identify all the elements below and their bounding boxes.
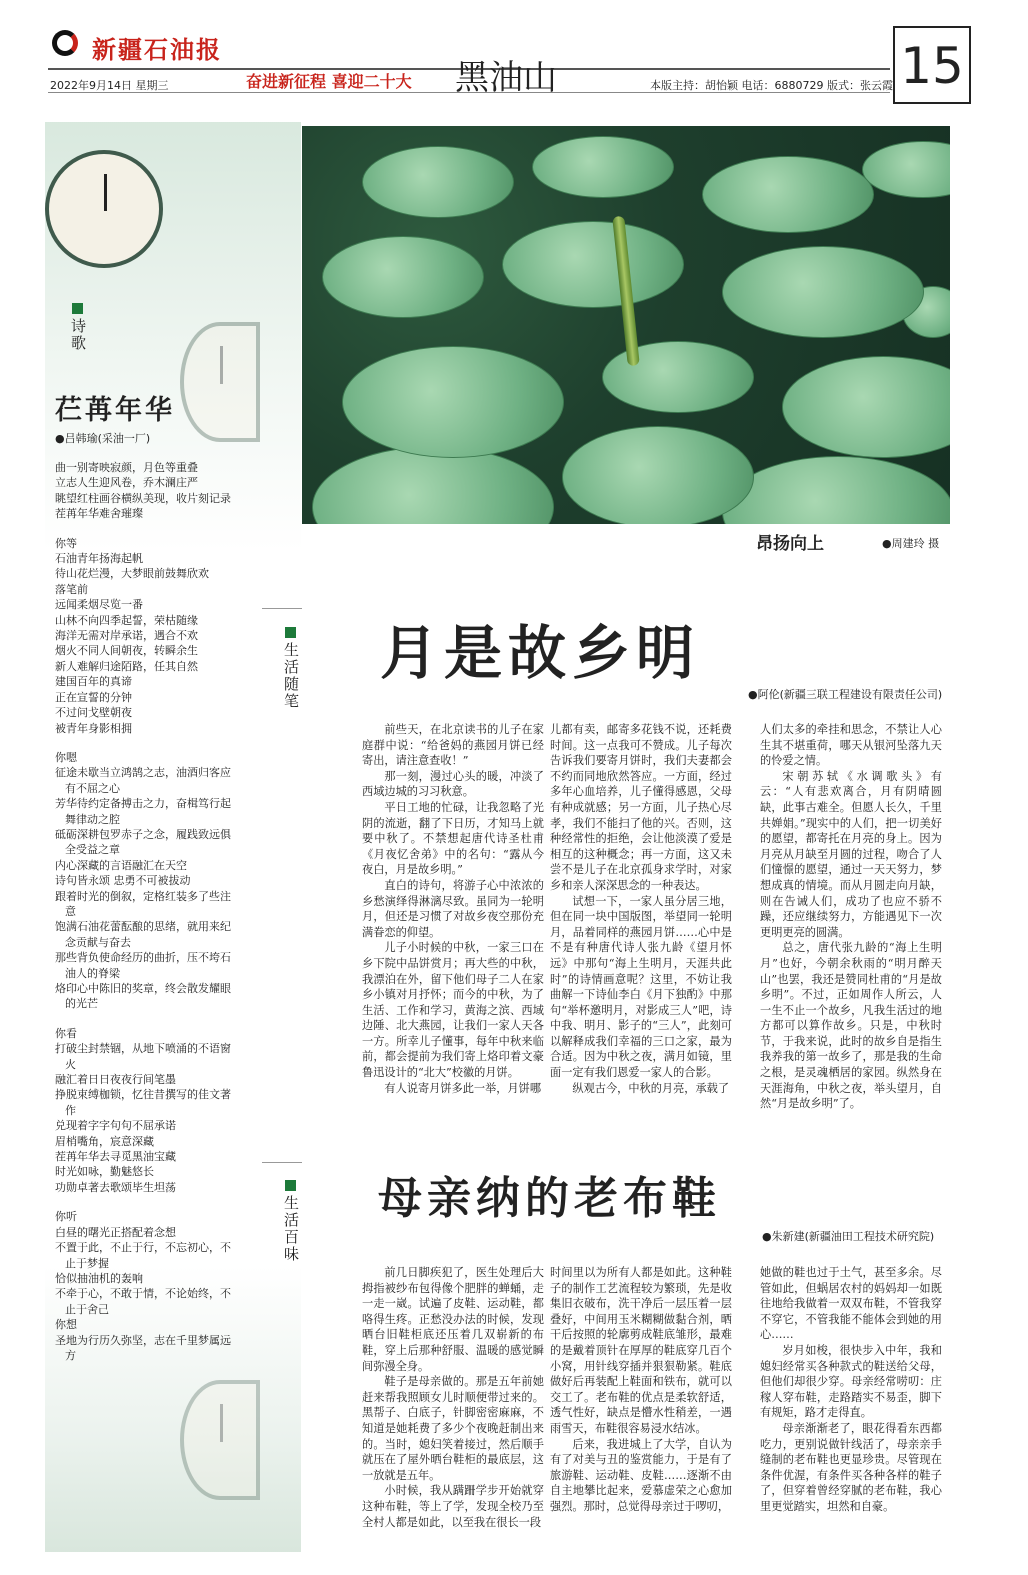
paragraph: 时间里以为所有人都是如此。这种鞋子的制作工艺流程较为繁琐，先是收集旧衣破布，洗干净后一层压着一层叠好，中间用玉米糊糊做黏合剂，晒干后按照的轮廓剪成鞋底雏形，最难的是戴着顶针在厚厚的鞋底穿几百个小窝，用针线穿插并狠狠勒紧。鞋底做好后再装配上鞋面和铁布，就可以交工了。老布鞋的优点是柔软舒适，透气性好，缺点是懵水性稍差，一遇雨雪天，布鞋很容易浸水结冰。 xyxy=(550,1266,732,1435)
poem-line: 眉梢嘴角，宸意深藏 xyxy=(55,1134,154,1148)
poem-line: 烙印心中陈旧的奖章，终会散发耀眼的光芒 xyxy=(55,982,231,1011)
poem-title: 芢苒年华 xyxy=(55,395,175,426)
clock-icon-faded xyxy=(180,322,260,442)
lily-pad xyxy=(562,426,754,524)
section-rule xyxy=(262,608,302,609)
paragraph: 母亲渐渐老了，眼花得看东西都吃力，更别说做针线活了，母亲亲手缝制的老布鞋也更显珍贵。尽管现在条件优渥，有条件买各种各样的鞋子了，但穿着曾经穿腻的老布鞋，我心里更觉踏实，坦然和自豪。 xyxy=(760,1421,942,1513)
paragraph: 试想一下，一家人虽分居三地，但在同一块中国版图，举望同一轮明月，品着同样的燕园月饼……心中是不是有种唐代诗人张九龄《望月怀远》中那句“海上生明月，天涯共此时”的诗情画意呢？这里，不妨让我曲解一下诗仙李白《月下独酌》中那句“举杯邀明月，对影成三人”吧，诗中我、明月、影子的“三人”，此刻可以解释成我们幸福的三口之家，最为合适。因为中秋之夜，满月如镜，里面一定有我们恩爱一家人的合影。 xyxy=(550,894,732,1080)
poem-line: 融汇着日日夜夜行间笔墨 xyxy=(55,1073,176,1087)
paragraph: 前几日脚疾犯了，医生处理后大拇指被纱布包得像个肥胖的蝉蛹，走一走一崴。试遍了皮鞋、运动鞋，都咯得生疼。正愁没办法的时候，发现晒台旧鞋柜底还压着几双崭新的布鞋，穿上后那种舒服、温暖的感觉瞬间弥漫全身。 xyxy=(362,1266,544,1373)
lily-pad xyxy=(312,446,554,524)
category-marker xyxy=(285,627,296,638)
article1-title: 月是故乡明 xyxy=(380,619,701,687)
article1-column-1 xyxy=(362,722,544,1096)
paragraph: 后来，我进城上了大学，自认为有了对美与丑的鉴赏能力，于是有了旅游鞋、运动鞋、皮鞋……逐渐不由自主地攀比起来，爱慕虚荣之心愈加强烈。那时，总觉得母亲过于啰叨， xyxy=(550,1437,732,1513)
slogan: 奋进新征程 喜迎二十大 xyxy=(246,72,412,91)
poem-line: 眺望红柱画谷横纵美现，收片刻记录 xyxy=(55,491,231,505)
poem-line: 诗句皆永颂 忠勇不可被拔动 xyxy=(55,874,191,888)
lily-pad xyxy=(362,146,514,218)
section-name: 黑油山 xyxy=(455,58,557,98)
article1-byline: ●阿伦(新疆三联工程建设有限责任公司) xyxy=(748,688,943,701)
paragraph: 总之，唐代张九龄的“海上生明月”也好，今朝余秋雨的“明月醉天山”也罢，我还是赞同杜甫的“月是故乡明”。不过，正如周作人所云，人一生不止一个故乡，凡我生活过的地方都可以算作故乡。只是，中秋时节，于我来说，此时的故乡自是指生我养我的第一故乡了，那是我的生命之根，是灵魂栖居的家园。纵然身在天涯海角，中秋之夜，举头望月，自然“月是故乡明”了。 xyxy=(760,941,942,1111)
article2-byline: ●朱新建(新疆油田工程技术研究院) xyxy=(762,1230,935,1243)
poem-line: 你等 xyxy=(55,536,77,550)
lily-pad xyxy=(782,356,950,458)
poem-line: 待山花烂漫，大梦眼前鼓舞欣欢 xyxy=(55,567,209,581)
lily-pad xyxy=(602,341,754,413)
poem-line: 你嗯 xyxy=(55,750,77,764)
poem-line: 打破尘封禁锢，从地下喷涌的不语窗火 xyxy=(55,1042,231,1071)
paragraph: 岁月如梭，很快步入中年，我和媳妇经常买各种款式的鞋送给父母，但他们却很少穿。母亲经常唠叨：庄稼人穿布鞋，走路踏实不易歪，脚下有规矩，路才走得直。 xyxy=(760,1343,942,1420)
poem-line: 茬苒年华难舍璀璨 xyxy=(55,507,143,521)
clock-icon xyxy=(45,150,163,268)
poem-line: 新人难解归途陌路，任其自然 xyxy=(55,659,198,673)
poem-line: 那些背负使命经历的曲折，压不垮石油人的脊梁 xyxy=(55,951,231,980)
poem-line: 石油青年扬海起帆 xyxy=(55,552,143,566)
poem-line: 曲一别寄映寂颜，月色等重叠 xyxy=(55,461,198,474)
editor-credits: 本版主持：胡怡颖 电话：6880729 版式：张云霞 xyxy=(650,79,893,92)
poem-line: 你想 xyxy=(55,1318,77,1332)
article2-column-2 xyxy=(550,1265,732,1515)
poem-line: 白昼的曙光正搭配着念想 xyxy=(55,1225,176,1239)
lily-pad xyxy=(702,156,874,233)
poem-line: 圣地为行历久弥坚，志在千里梦属远方 xyxy=(55,1333,231,1362)
lily-pad xyxy=(342,346,564,458)
paragraph: 儿子小时候的中秋，一家三口在乡下院中品饼赏月；再大些的中秋，我漂泊在外，留下他们母子二人在家乡小镇对月抒怀；而今的中秋，为了生活、工作和学习，黄海之滨、西域边陲、北大燕园，让我们一家人天各一方。所幸儿子懂事，每年中秋来临前，都会提前为我们寄上烙印着文豪鲁迅设计的“北大”校徽的月饼。 xyxy=(362,941,544,1080)
stanza-gap xyxy=(55,522,235,536)
category-marker xyxy=(72,303,83,314)
poem-line: 山林不向四季起誓，荣枯随缘 xyxy=(55,613,198,627)
poem-category: 诗歌 xyxy=(69,318,87,352)
paragraph: 有人说寄月饼多此一举，月饼哪 xyxy=(384,1081,542,1095)
paragraph: 她做的鞋也过于土气，甚至多余。尽管如此，但蜗居农村的妈妈却一如既往地给我做着一双双布鞋，不管我穿不穿它，不管我能不能体会到她的用心…… xyxy=(760,1266,942,1342)
category-marker xyxy=(285,1180,296,1191)
poem-line: 时光如咏，勤魅悠长 xyxy=(55,1165,154,1179)
poem-line: 海洋无需对岸承诺，遇合不欢 xyxy=(55,629,198,643)
page-number: 15 xyxy=(893,26,971,104)
paragraph: 纵观古今，中秋的月亮，承载了 xyxy=(572,1081,730,1095)
newspaper-logo-icon xyxy=(52,30,78,56)
article2-title: 母亲纳的老布鞋 xyxy=(378,1173,721,1224)
paragraph: 儿都有卖，邮寄多花钱不说，还耗费时间。这一点我可不赞成。儿子每次告诉我们要寄月饼时，我们夫妻都会不约而同地欣然答应。一方面，经过多年心血培养，儿子懂得感恩，父母有种成就感；另一方面，儿子热心尽孝，我们不能扫了他的兴。否则，这种经常性的拒绝，会让他淡漠了爱是相互的这种概念；再一方面，这又未尝不是儿子在北京孤身求学时，对家乡和亲人深深思念的一种表达。 xyxy=(550,723,732,892)
poem-line: 饱满石油花蕾酝酿的思绪，就用来纪念贡献与奋去 xyxy=(55,920,231,949)
poem-line: 立志人生迎风卷，乔木澜庄严 xyxy=(55,476,198,490)
lily-pad-photo xyxy=(302,126,950,524)
lily-pad xyxy=(322,236,484,318)
section-rule xyxy=(262,1162,302,1163)
clock-icon-bottom xyxy=(180,1380,260,1500)
paragraph: 宋朝苏轼《水调歌头》有云：“人有悲欢离合，月有阴晴圆缺，此事古难全。但愿人长久，千里共婵娟。”现实中的人们，把一切美好的愿望，都寄托在月亮的身上。因为月亮从月缺至月圆的过程，吻合了人们憧憬的愿望，通过一天天努力，梦想成真的情境。而从月圆走向月缺，则在告诫人们，成功了也应不骄不躁，还应继续努力，方能遇见下一次更明更亮的圆满。 xyxy=(760,769,942,939)
poem-line: 落笔前 xyxy=(55,582,88,596)
poem-line: 芳华待约定备搏击之力，奋楫笃行起舞律动之腔 xyxy=(55,797,231,826)
stanza-gap xyxy=(55,1012,235,1026)
poem-line: 你听 xyxy=(55,1210,77,1224)
photo-credit: ●周建玲 摄 xyxy=(882,537,940,550)
lily-pad xyxy=(722,456,950,524)
newspaper-logo-text: 新疆石油报 xyxy=(92,35,222,64)
paragraph: 直白的诗句，将游子心中浓浓的乡愁演绎得淋漓尽致。虽同为一轮明月，但还是习惯了对故乡夜空那份充满眷恋的仰望。 xyxy=(362,878,544,939)
paragraph: 平日工地的忙碌，让我忽略了光阴的流逝，翻了下日历，才知马上就要中秋了。不禁想起唐代诗圣杜甫《月夜忆舍弟》中的名句：“露从今夜白，月是故乡明。” xyxy=(362,800,544,877)
article2-column-3 xyxy=(760,1265,942,1515)
paragraph: 小时候，我从蹒跚学步开始就穿这种布鞋，等上了学，发现全校乃至全村人都是如此，以至我在很长一段 xyxy=(362,1484,544,1529)
article2-column-1 xyxy=(362,1265,544,1530)
poem-line: 不过问戈壁朝夜 xyxy=(55,706,132,720)
article1-column-3 xyxy=(760,722,942,1112)
paragraph: 那一刻，漫过心头的暖，冲淡了西域边城的习习秋意。 xyxy=(362,769,544,799)
paragraph: 前些天，在北京读书的儿子在家庭群中说：“给爸妈的燕园月饼已经寄出，请注意查收！” xyxy=(362,723,544,768)
poem-line: 跟着时光的倒叙，定格红装多了些注意 xyxy=(55,889,231,918)
poem-line: 功勋卓著去歌颂毕生坦荡 xyxy=(55,1180,176,1194)
poem-line: 砥砺深耕包罗赤子之念，履践致远俱全受益之章 xyxy=(55,827,231,857)
lily-pad xyxy=(532,136,674,198)
poem-line: 征途未歇当立鸿鹄之志，油酒归客应有不屈之心 xyxy=(55,766,231,795)
stanza-gap xyxy=(55,1195,235,1209)
poem-line: 你看 xyxy=(55,1026,77,1040)
poem-line: 烟火不同人间朝夜，转瞬余生 xyxy=(55,644,198,658)
poem-line: 正在宣誓的分钟 xyxy=(55,690,132,704)
poem-line: 内心深藏的言语融汇在天空 xyxy=(55,858,187,872)
issue-date: 2022年9月14日 星期三 xyxy=(50,79,169,92)
poem-line: 远闻柔烟尽览一番 xyxy=(55,598,143,612)
poem-line: 建国百年的真谛 xyxy=(55,675,132,689)
lily-pad xyxy=(862,141,950,198)
stanza-gap xyxy=(55,736,235,750)
poem-line: 兑现着字字句句不屈承诺 xyxy=(55,1119,176,1133)
paragraph: 人们太多的牵挂和思念，不禁让人心生其不堪重荷，哪天从银河坠落九天的怜爱之情。 xyxy=(760,723,942,768)
poem-line: 不置于此，不止于行，不忘初心，不止于梦握 xyxy=(55,1241,231,1270)
poem-line: 不牵于心，不敢于情，不论始终，不止于舍己 xyxy=(55,1287,231,1316)
lily-pad xyxy=(722,246,924,338)
poem-line: 挣脱束缚枷锁，忆往昔撰写的佳文著作 xyxy=(55,1088,231,1117)
photo-caption: 昂扬向上 xyxy=(756,534,824,554)
poem-line: 被青年身影相拥 xyxy=(55,721,132,735)
article2-category: 生活百味 xyxy=(282,1195,300,1263)
poem-line: 茬苒年华去寻觅黑油宝藏 xyxy=(55,1150,176,1164)
poem-byline: ●吕韩瑜(采油一厂) xyxy=(55,432,151,445)
lily-pad xyxy=(502,221,684,308)
poem-body xyxy=(55,460,235,1363)
poem-line: 恰似抽油机的轰响 xyxy=(55,1271,143,1285)
paragraph: 鞋子是母亲做的。那是五年前她赶来帮我照顾女儿时顺便带过来的。黑帮子、白底子，针脚密密麻麻，不知道是她耗费了多少个夜晚赶制出来的。当时，媳妇笑着接过，然后顺手就压在了屋外晒台鞋柜的最底层，这一放就是五年。 xyxy=(362,1375,544,1482)
article1-column-2 xyxy=(550,722,732,1096)
article1-category: 生活随笔 xyxy=(282,642,300,710)
